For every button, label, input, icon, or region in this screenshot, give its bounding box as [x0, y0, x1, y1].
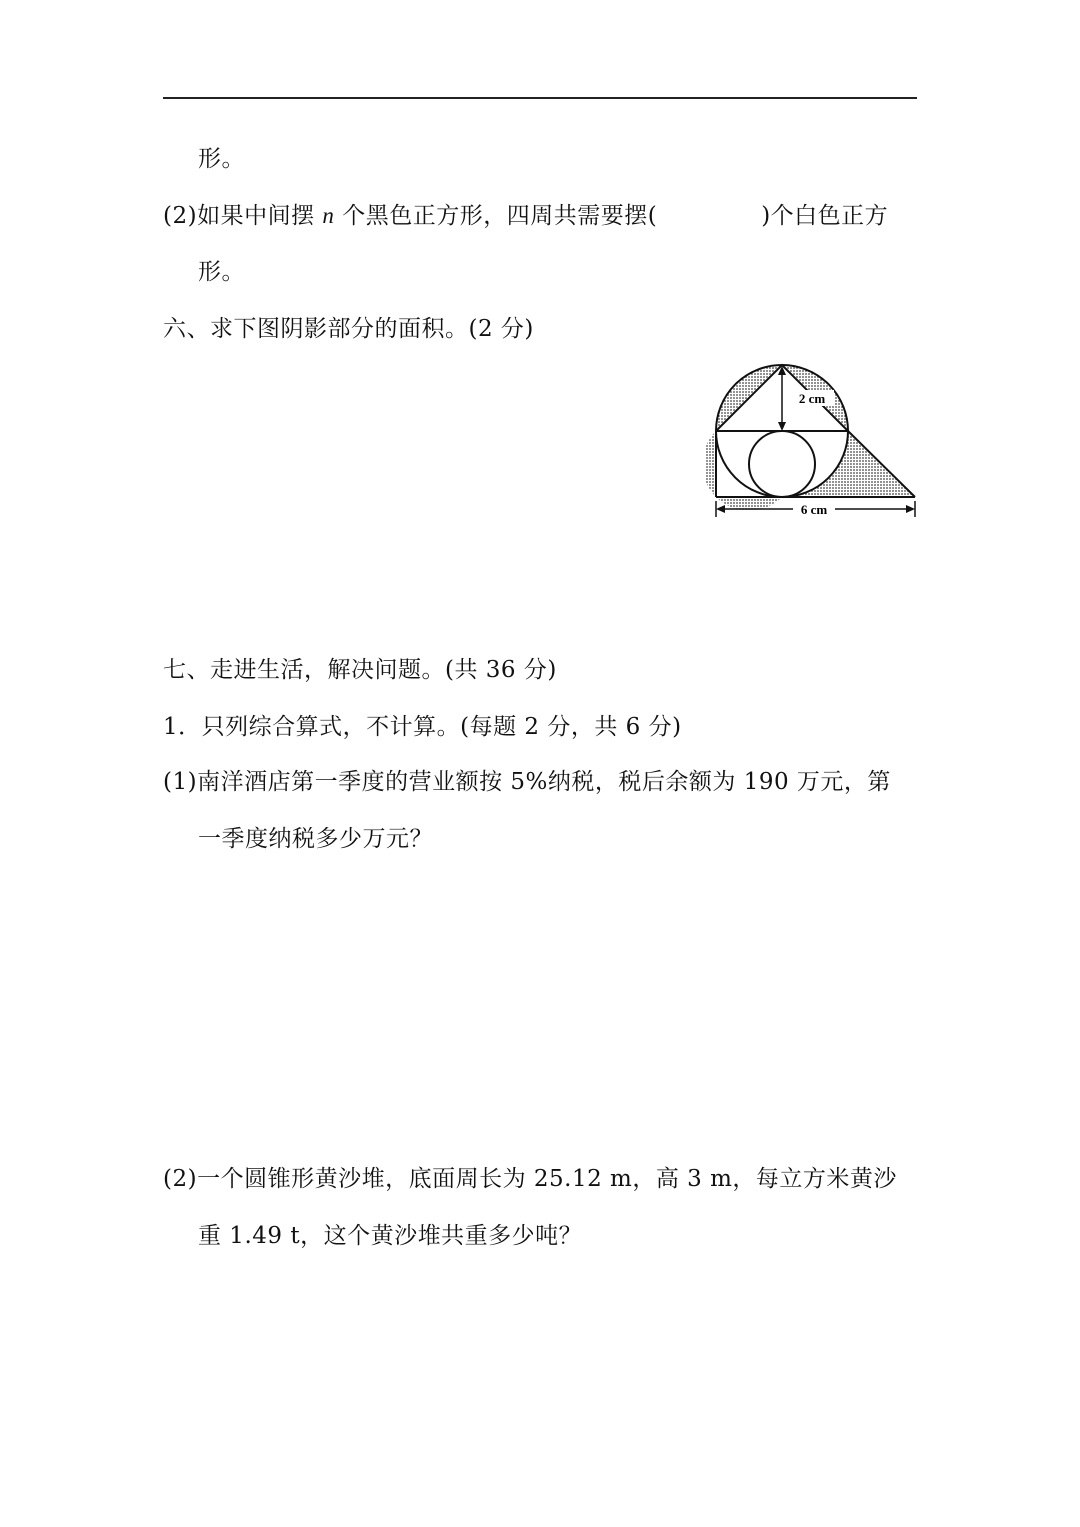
- header-rule: [163, 97, 917, 99]
- width-arrow-head-right: [906, 505, 915, 513]
- question-2-line-1: [163, 201, 888, 231]
- question-1-2-line-2: 重 1.49 t，这个黄沙堆共重多少吨？: [198, 1223, 583, 1249]
- shaded-area-figure: [706, 358, 926, 523]
- question-1-2-line-1: (2)一个圆锥形黄沙堆，底面周长为 25.12 m，高 3 m，每立方米黄沙: [163, 1166, 897, 1192]
- q2-middle: 个黑色正方形，四周共需要摆(: [342, 203, 658, 229]
- q2-prefix: (2)如果中间摆: [163, 203, 315, 229]
- variable-n: n: [322, 203, 335, 228]
- figure-svg: [706, 358, 926, 523]
- inner-circle: [749, 431, 815, 497]
- question-2-line-2: 形。: [198, 259, 245, 285]
- q2-suffix: )个白色正方: [761, 203, 889, 229]
- question-1-1-line-2: 一季度纳税多少万元？: [198, 826, 433, 852]
- height-label: 2 cm: [798, 391, 826, 406]
- section-6-heading: 六、求下图阴影部分的面积。(2 分): [163, 316, 534, 342]
- question-1-1-line-1: (1)南洋酒店第一季度的营业额按 5%纳税，税后余额为 190 万元，第: [163, 769, 891, 795]
- text-line-continuation-1: 形。: [198, 146, 245, 172]
- width-label: 6 cm: [800, 502, 828, 517]
- height-arrow-head-bottom: [778, 422, 786, 431]
- section-7-heading: 七、走进生活，解决问题。(共 36 分): [163, 657, 557, 683]
- width-arrow-head-left: [716, 505, 725, 513]
- question-1-heading: 1．只列综合算式，不计算。(每题 2 分，共 6 分): [163, 714, 682, 740]
